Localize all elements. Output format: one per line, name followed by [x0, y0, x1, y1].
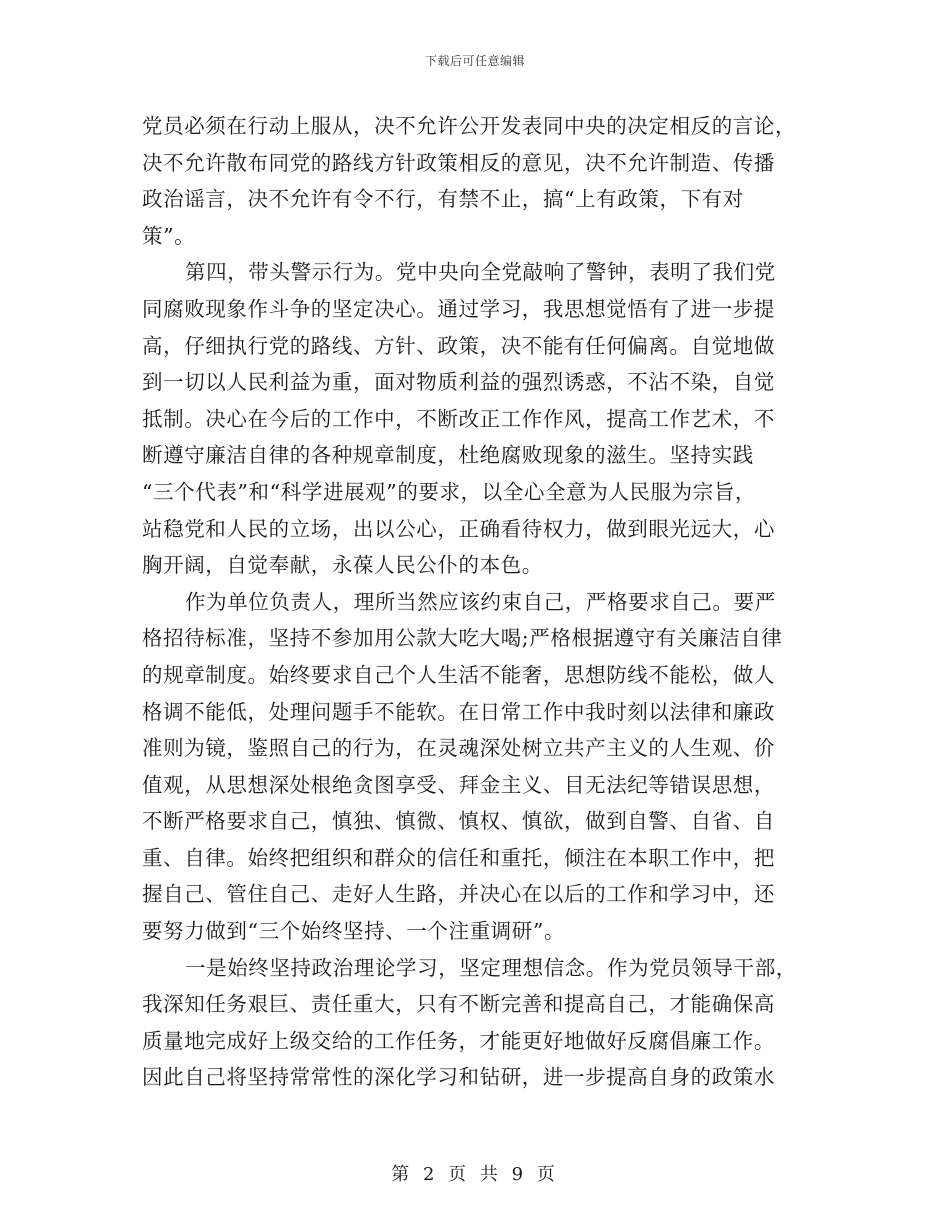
text-line: 值观，从思想深处根绝贪图享受、拜金主义、目无法纪等错误思想， — [142, 772, 775, 797]
text-line: 握自己、管住自己、走好人生路，并决心在以后的工作和学习中，还 — [142, 882, 775, 907]
text-line: 决不允许散布同党的路线方针政策相反的意见，决不允许制造、传播 — [142, 150, 775, 175]
text-line: 断遵守廉洁自律的各种规章制度，杜绝腐败现象的滋生。坚持实践 — [142, 443, 754, 468]
text-line: 策”。 — [142, 223, 196, 248]
header-note: 下载后可任意编辑 — [424, 54, 525, 68]
text-line: “三个代表”和“科学进展观”的要求，以全心全意为人民服为宗旨， — [142, 479, 757, 504]
text-line: 站稳党和人民的立场，出以公心，正确看待权力，做到眼光远大，心 — [142, 516, 775, 541]
document-body — [142, 108, 810, 1096]
paragraph-start-line: 第四，带头警示行为。党中央向全党敲响了警钟，表明了我们党 — [185, 260, 776, 285]
text-line: 高，仔细执行党的路线、方针、政策，决不能有任何偏离。自觉地做 — [142, 333, 775, 358]
text-line: 准则为镜，鉴照自己的行为，在灵魂深处树立共产主义的人生观、价 — [142, 736, 775, 761]
text-line: 格招待标准，坚持不参加用公款大吃大喝;严格根据遵守有关廉洁自律 — [142, 626, 783, 651]
text-line: 党员必须在行动上服从，决不允许公开发表同中央的决定相反的言论， — [142, 114, 797, 138]
text-line: 因此自己将坚持常常性的深化学习和钻研，进一步提高自身的政策水 — [142, 1065, 775, 1090]
text-line: 重、自律。始终把组织和群众的信任和重托，倾注在本职工作中，把 — [142, 845, 775, 870]
text-line: 要努力做到“三个始终坚持、一个注重调研”。 — [142, 919, 566, 944]
text-line: 我深知任务艰巨、责任重大，只有不断完善和提高自己，才能确保高 — [142, 992, 775, 1017]
text-line: 格调不能低，处理问题手不能软。在日常工作中我时刻以法律和廉政 — [142, 699, 775, 724]
paragraph-start-line: 作为单位负责人，理所当然应该约束自己，严格要求自己。要严 — [185, 589, 776, 614]
text-line: 同腐败现象作斗争的坚定决心。通过学习，我思想觉悟有了进一步提 — [142, 296, 775, 321]
text-line: 质量地完成好上级交给的工作任务，才能更好地做好反腐倡廉工作。 — [142, 1028, 775, 1053]
text-line: 抵制。决心在今后的工作中，不断改正工作作风，提高工作艺术，不 — [142, 406, 775, 431]
text-line: 不断严格要求自己，慎独、慎微、慎权、慎欲，做到自警、自省、自 — [142, 809, 775, 834]
text-line: 到一切以人民利益为重，面对物质利益的强烈诱惑，不沾不染，自觉 — [142, 370, 775, 395]
text-line: 政治谣言，决不允许有令不行，有禁不止，搞“上有政策，下有对 — [142, 187, 744, 212]
text-line: 的规章制度。始终要求自己个人生活不能奢，思想防线不能松，做人 — [142, 662, 775, 687]
text-line: 胸开阔，自觉奉献，永葆人民公仆的本色。 — [142, 553, 543, 578]
page-number: 第 2 页 共 9 页 — [391, 1164, 559, 1185]
paragraph-start-line: 一是始终坚持政治理论学习，坚定理想信念。作为党员领导干部， — [185, 955, 797, 980]
